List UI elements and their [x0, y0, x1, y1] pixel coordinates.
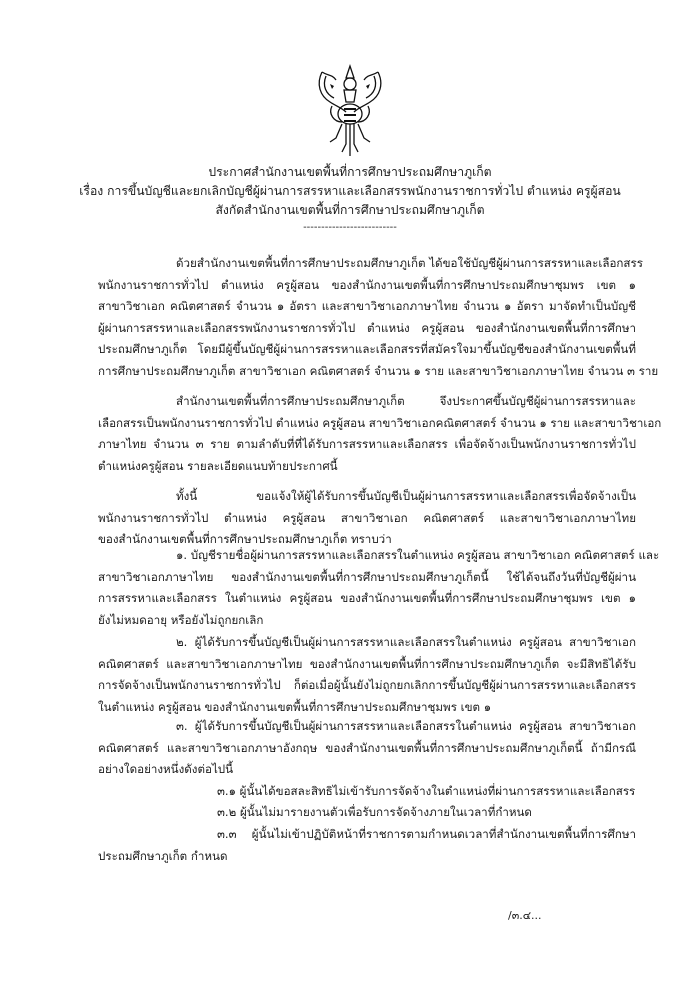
- announcement-subject: เรื่อง การขึ้นบัญชีและยกเลิกบัญชีผู้ผ่านการสรรหาและเลือกสรรพนักงานราชการทั่วไป ตำแหน่ง ครูผู้สอน: [79, 184, 621, 198]
- announcement-affiliation: สังกัดสำนักงานเขตพื้นที่การศึกษาประถมศึกษาภูเก็ต: [215, 203, 485, 217]
- header-separator: --------------------------: [303, 222, 397, 233]
- paragraph-line: เลือกสรรเป็นพนักงานราชการทั่วไป ตำแหน่ง ครูผู้สอน สาขาวิชาเอกคณิตศาสตร์ จำนวน ๑ ราย และสาขาวิชาเอก: [98, 415, 662, 430]
- sub-item: ๓.๒ ผู้นั้นไม่มารายงานตัวเพื่อรับการจัดจ้างภายในเวลาที่กำหนด: [217, 805, 532, 820]
- paragraph-line: การจัดจ้างเป็นพนักงานราชการทั่วไป ก็ต่อเมื่อผู้นั้นยังไม่ถูกยกเลิกการขึ้นบัญชีผู้ผ่านการสรรหาและเลือกสรร: [98, 678, 636, 693]
- page-continuation-marker: /๓.๔...: [508, 909, 542, 922]
- announcement-title: ประกาศสำนักงานเขตพื้นที่การศึกษาประถมศึกษาภูเก็ต: [208, 165, 492, 179]
- paragraph-line: การสรรหาและเลือกสรร ในตำแหน่ง ครูผู้สอน ของสำนักงานเขตพื้นที่การศึกษาประถมศึกษาชุมพร เขต ๑: [98, 591, 636, 606]
- paragraph-line: ภาษาไทย จำนวน ๓ ราย ตามลำดับที่ที่ได้รับการสรรหาและเลือกสรร เพื่อจัดจ้างเป็นพนักงานราชการทั่วไป: [98, 437, 636, 452]
- paragraph-line: สาขาวิชาเอก คณิตศาสตร์ จำนวน ๑ อัตรา และสาขาวิชาเอกภาษาไทย จำนวน ๑ อัตรา มาจัดทำเป็นบัญชี: [98, 299, 636, 314]
- sub-item: ๓.๓ ผู้นั้นไม่เข้าปฏิบัติหน้าที่ราชการตามกำหนดเวลาที่สำนักงานเขตพื้นที่การศึกษา: [217, 826, 636, 841]
- paragraph-3: [98, 486, 636, 551]
- paragraph-line: สาขาวิชาเอกภาษาไทย ของสำนักงานเขตพื้นที่การศึกษาประถมศึกษาภูเก็ตนี้ ใช้ได้จนถึงวันที่บัญชีผู้ผ่าน: [98, 569, 636, 584]
- paragraph-line: การศึกษาประถมศึกษาภูเก็ต สาขาวิชาเอก คณิตศาสตร์ จำนวน ๑ ราย และสาขาวิชาเอกภาษาไทย จำนวน ๓ ราย: [98, 363, 659, 378]
- paragraph-line: ทั้งนี้ ขอแจ้งให้ผู้ได้รับการขึ้นบัญชีเป็นผู้ผ่านการสรรหาและเลือกสรรเพื่อจัดจ้างเป็น: [176, 489, 636, 503]
- paragraph-line: ประถมศึกษาภูเก็ต กำหนด: [98, 848, 228, 863]
- paragraph-line: คณิตศาสตร์ และสาขาวิชาเอกภาษาไทย ของสำนักงานเขตพื้นที่การศึกษาประถมศึกษาภูเก็ต จะมีสิทธิได้รับ: [98, 656, 636, 671]
- paragraph-line: อย่างใดอย่างหนึ่งดังต่อไปนี้: [98, 762, 234, 777]
- paragraph-line: ด้วยสำนักงานเขตพื้นที่การศึกษาประถมศึกษาภูเก็ต ได้ขอใช้บัญชีผู้ผ่านการสรรหาและเลือกสรร: [176, 256, 643, 270]
- garuda-emblem-icon: [312, 62, 388, 158]
- paragraph-line: คณิตศาสตร์ และสาขาวิชาเอกภาษาอังกฤษ ของสำนักงานเขตพื้นที่การศึกษาประถมศึกษาภูเก็ตนี้ ถ้ามีกรณี: [98, 740, 636, 755]
- paragraph-1: [98, 253, 659, 383]
- paragraph-line: ประถมศึกษาภูเก็ต โดยมีผู้ขึ้นบัญชีผู้ผ่านการสรรหาและเลือกสรรที่สมัครใจมาขึ้นบัญชีของสำนักงานเขตพื้นที่: [98, 342, 636, 357]
- paragraph-line: ๒. ผู้ได้รับการขึ้นบัญชีเป็นผู้ผ่านการสรรหาและเลือกสรรในตำแหน่ง ครูผู้สอน สาขาวิชาเอก: [176, 635, 636, 649]
- item-2: [98, 632, 636, 718]
- paragraph-line: สำนักงานเขตพื้นที่การศึกษาประถมศึกษาภูเก็ต จึงประกาศขึ้นบัญชีผู้ผ่านการสรรหาและ: [176, 394, 636, 408]
- paragraph-line: ๑. บัญชีรายชื่อผู้ผ่านการสรรหาและเลือกสรรในตำแหน่ง ครูผู้สอน สาขาวิชาเอก คณิตศาสตร์ และ: [176, 548, 660, 562]
- paragraph-line: ตำแหน่งครูผู้สอน รายละเอียดแนบท้ายประกาศนี้: [98, 458, 338, 473]
- paragraph-line: ยังไม่หมดอายุ หรือยังไม่ถูกยกเลิก: [98, 612, 264, 627]
- item-1: [98, 545, 660, 631]
- paragraph-line: ในตำแหน่ง ครูผู้สอน ของสำนักงานเขตพื้นที่การศึกษาประถมศึกษาชุมพร เขต ๑: [98, 699, 492, 714]
- paragraph-line: ๓. ผู้ได้รับการขึ้นบัญชีเป็นผู้ผ่านการสรรหาและเลือกสรรในตำแหน่ง ครูผู้สอน สาขาวิชาเอก: [176, 719, 636, 733]
- paragraph-line: ผู้ผ่านการสรรหาและเลือกสรรพนักงานราชการทั่วไป ตำแหน่ง ครูผู้สอน ของสำนักงานเขตพื้นที่การศึกษา: [98, 320, 636, 335]
- paragraph-line: พนักงานราชการทั่วไป ตำแหน่ง ครูผู้สอน ของสำนักงานเขตพื้นที่การศึกษาประถมศึกษาชุมพร เขต ๑: [98, 277, 636, 292]
- paragraph-line: ของสำนักงานเขตพื้นที่การศึกษาประถมศึกษาภูเก็ต ทราบว่า: [98, 532, 392, 547]
- item-3: [98, 716, 636, 867]
- sub-item: ๓.๑ ผู้นั้นได้ขอสละสิทธิไม่เข้ารับการจัดจ้างในตำแหน่งที่ผ่านการสรรหาและเลือกสรร: [217, 783, 636, 798]
- paragraph-line: พนักงานราชการทั่วไป ตำแหน่ง ครูผู้สอน สาขาวิชาเอก คณิตศาสตร์ และสาขาวิชาเอกภาษาไทย: [98, 510, 636, 525]
- paragraph-2: [98, 391, 662, 477]
